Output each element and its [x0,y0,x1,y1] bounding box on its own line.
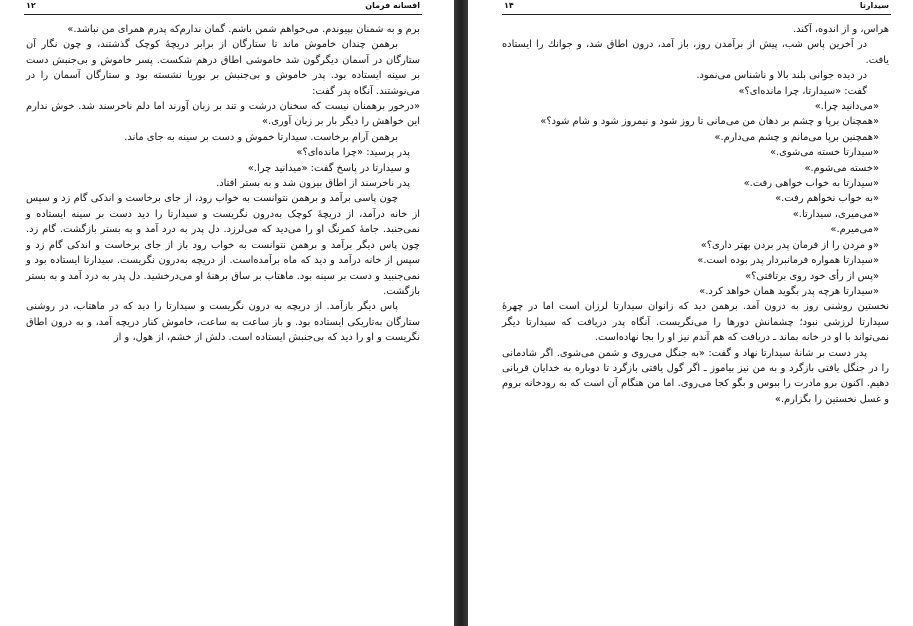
paragraph: «و مردن را از فرمان پدر بردن بهتر داری؟» [700,239,879,251]
page-number: ۱۴ [504,1,514,10]
page-header [502,0,891,15]
paragraph: «به خواب نخواهم رفت.» [775,193,879,205]
paragraph: «سیدارتا خسته می‌شوی.» [769,147,879,159]
paragraph: نخستین روشنی روز به درون آمد. برهمن دید که زانوان سیدارتا لرزان است اما در چهرهٔ سیدارتا لرزشی نبود؛ چشمانش دورها را می‌نگریست. آنگاه پدر دریافت که سیدارتا دیگر نمی‌تواند با او در خانه بماند ـ دریافت که هم آندم نیز او را بجا نهاده‌است. [502,301,889,344]
paragraph: در آخرین پاس شب، پیش از برآمدن روز، باز آمد، درون اطاق شد، و جوانك را ایستاده یافت. [502,39,889,66]
paragraph: «همچنین برپا می‌مانم و چشم می‌دارم.» [714,131,879,143]
running-head-title: افسانه فرمان [365,1,420,10]
paragraph: برهمن چندان خاموش ماند تا ستارگان از برابر دریچهٔ کوچک گذشتند، و چون نگار آن ستارگان در آسمان دیگرگون شد خاموشی اطاق درهم شکست. پسر خاموش و بی‌جنبش دست بر سینه ایستاده بود. پدر خاموش و بی‌جنبش بر بوریا نشسته بود و ستارگان آسمان را در می‌نوشتند. آنگاه پدر گفت: [26,39,420,97]
page-text [26,22,420,346]
book-gutter [454,0,468,626]
page-header [24,0,422,15]
paragraph: گفت: «سیدارتا، چرا مانده‌ای؟» [738,85,867,97]
paragraph: «می‌دانید چرا.» [814,101,879,113]
paragraph: در دیده جوانی بلند بالا و ناشناس می‌نمود. [696,70,867,82]
paragraph: پدر ناخرسند از اطاق بیرون شد و به بستر افتاد. [216,178,410,190]
paragraph: «می‌میرم.» [830,224,879,236]
paragraph: و سیدارتا در پاسخ گفت: «میدانید چرا.» [247,162,410,174]
paragraph: پاس دیگر بازآمد. از دریچه به درون نگریست و سیدارتا را دید که در ماهتاب، در روشنی ستارگان به‌تاریکی ایستاده بود. و باز ساعت به ساعت، خاموش کنار دریچه آمد، و به درون اطاق نگریست و او را دید که بی‌جنبش ایستاده است. دلش از خشم، از هول، و از [26,301,420,344]
paragraph: «پس از رأی خود روی برتافتی؟» [745,270,879,282]
right-page [468,0,913,626]
page-text [502,22,889,407]
left-page [0,0,454,626]
paragraph: پدر پرسید: «چرا مانده‌ای؟» [296,147,410,159]
paragraph: هراس، و از اندوه، آکند. [792,24,889,35]
paragraph: پدر دست بر شانهٔ سیدارتا نهاد و گفت: «به جنگل می‌روی و شمن می‌شوی. اگر شادمانی را در جنگل یافتی بازگرد و به من نیز بیاموز ـ اگر گول یافتی بازگرد تا دوباره به خدایان قربانی دهیم. اکنون برو مادرت را ببوس و بگو کجا می‌روی. اما من هنگام آن است که به رودخانه بروم و غسل نخستین را بگزارم.» [502,347,889,405]
paragraph: «همچنان برپا و چشم بر دهان من می‌مانی تا روز شود و نیمروز شود و شام شود؟» [540,116,879,128]
running-head-title: سیدارتا [859,1,889,10]
paragraph: چون پاسی برآمد و برهمن نتوانست به خواب رود، از جای برخاست و اندکی گام زد و سپس از خانه درآمد، از دریچهٔ کوچک به‌درون نگریست و سیدارتا را دید دست بر سینه ایستاده و نمی‌جنبد. جامهٔ کمرنگ او را می‌دید که می‌لرزد. دل پدر به درد آمد و به بستر بازگشت. گام زد. چون پاس دیگر برآمد و برهمن نتوانست به خواب رود باز از جای برخاست و اندکی گام زد و سپس از خانه درآمد و دید که ماه برآمده‌است. از دریچه به‌درون نگریست. سیدارتا ایستاده بود و نمی‌جنبید و دست بر سینه بود. ماهتاب بر ساق برهنهٔ او می‌درخشید. دل پدر به درد آمد و به بستر بازگشت. [26,193,420,297]
paragraph: برهمن آرام برخاست. سیدارتا خموش و دست بر سینه به جای ماند. [124,131,398,143]
paragraph: «سیدارتا به خواب خواهی رفت.» [743,178,879,190]
paragraph: برم و به شمنان بپیوندم. می‌خواهم شمن باشم. گمان ندارم‌که پدرم همرای من نباشد.» [67,24,420,35]
paragraph: «درخور برهمنان نیست که سخنان درشت و تند بر زبان آورند اما دلم ناخرسند شد. خوش ندارم این خواهش را دیگر بار بر زبان آوری.» [26,101,420,128]
paragraph: «سیدارتا هرچه پدر بگوید همان خواهد کرد.» [699,285,879,297]
paragraph: «می‌میری، سیدارتا.» [792,208,879,220]
page-number: ۱۲ [26,1,36,10]
paragraph: «سیدارتا همواره فرمانبردار پدر بوده است.» [697,255,879,267]
paragraph: «خسته می‌شوم.» [804,162,879,174]
